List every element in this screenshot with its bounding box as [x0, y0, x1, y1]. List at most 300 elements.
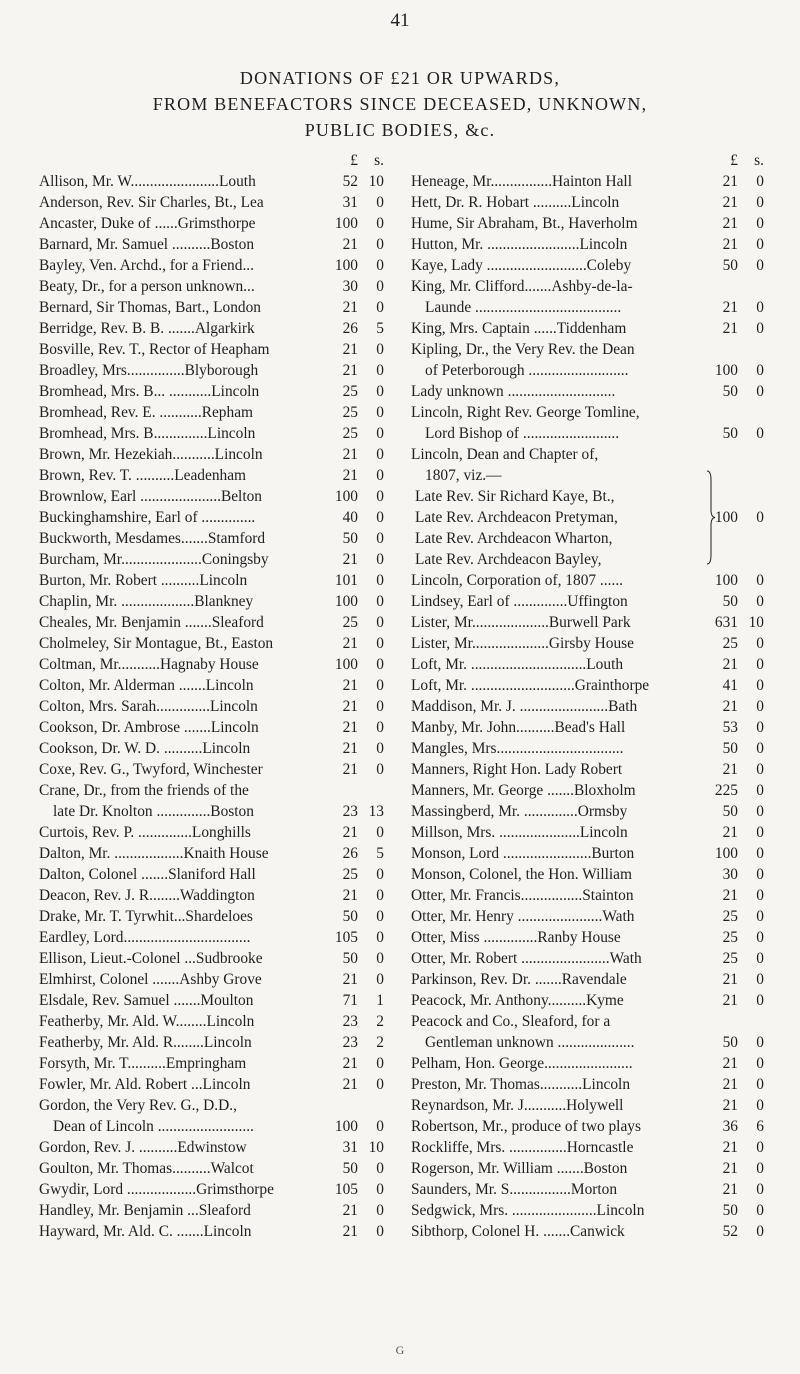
amount-pounds: 31 [342, 194, 358, 211]
donor-name: Lister, Mr....................Girsby House [411, 635, 634, 652]
donation-row [39, 528, 384, 549]
donation-row [411, 654, 764, 675]
donor-name: Massingberd, Mr. ..............Ormsby [411, 803, 628, 820]
donor-name: Burton, Mr. Robert ..........Lincoln [39, 572, 248, 589]
amount-shillings: 0 [756, 1160, 764, 1177]
amount-pounds: 23 [342, 1034, 358, 1051]
donor-name: Brown, Rev. T. ..........Leadenham [39, 467, 247, 484]
donor-name: Bromhead, Rev. E. ...........Repham [39, 404, 254, 421]
amount-shillings: 0 [376, 467, 384, 484]
donor-name: Hett, Dr. R. Hobart ..........Lincoln [411, 194, 620, 211]
currency-header [39, 150, 384, 171]
donor-name: Peacock and Co., Sleaford, for a [411, 1013, 611, 1030]
amount-shillings: 0 [376, 1160, 384, 1177]
amount-shillings: 0 [756, 1034, 764, 1051]
amount-pounds: 50 [722, 803, 738, 820]
donation-row [39, 1200, 384, 1221]
donor-name: Bromhead, Mrs. B..............Lincoln [39, 425, 256, 442]
donor-name: Crane, Dr., from the friends of the [39, 782, 249, 799]
amount-shillings: 0 [756, 1097, 764, 1114]
amount-pounds: 21 [722, 1055, 738, 1072]
amount-shillings: 10 [368, 173, 384, 190]
donor-name: Lincoln, Corporation of, 1807 ...... [411, 572, 624, 589]
amount-shillings: 0 [756, 824, 764, 841]
donation-row [39, 675, 384, 696]
group-line: Late Rev. Archdeacon Pretyman, [415, 509, 618, 526]
donation-row [411, 297, 764, 318]
amount-pounds: 25 [722, 635, 738, 652]
amount-pounds: 25 [722, 908, 738, 925]
donor-name: Gentleman unknown .................... [425, 1034, 635, 1051]
amount-pounds: 105 [334, 1181, 358, 1198]
amount-shillings: 0 [756, 908, 764, 925]
donor-name: Manners, Mr. George .......Bloxholm [411, 782, 636, 799]
amount-shillings: 0 [376, 929, 384, 946]
amount-shillings: 0 [756, 803, 764, 820]
donor-name: Brownlow, Earl .....................Belton [39, 488, 262, 505]
amount-shillings: 0 [376, 908, 384, 925]
amount-shillings: 0 [756, 425, 764, 442]
amount-shillings: 0 [756, 740, 764, 757]
shillings-header: s. [374, 152, 384, 169]
donation-row [39, 948, 384, 969]
donation-row [39, 1179, 384, 1200]
donor-name: Mangles, Mrs................................. [411, 740, 624, 757]
title-line-3: PUBLIC BODIES, &c. [304, 120, 496, 140]
donor-name: Pelham, Hon. George....................... [411, 1055, 633, 1072]
amount-pounds: 21 [722, 299, 738, 316]
donation-row [39, 990, 384, 1011]
amount-pounds: 21 [342, 635, 358, 652]
group-line: Late Rev. Sir Richard Kaye, Bt., [415, 488, 615, 505]
amount-shillings: 0 [756, 656, 764, 673]
amount-shillings: 13 [368, 803, 384, 820]
amount-shillings: 0 [756, 1055, 764, 1072]
amount-pounds: 50 [722, 425, 738, 442]
amount-shillings: 0 [376, 383, 384, 400]
amount-shillings: 10 [748, 614, 764, 631]
donation-row [39, 633, 384, 654]
donor-name: Kaye, Lady ..........................Coleby [411, 257, 632, 274]
donation-row [39, 444, 384, 465]
amount-shillings: 0 [376, 1076, 384, 1093]
amount-pounds: 100 [714, 362, 738, 379]
amount-shillings: 10 [368, 1139, 384, 1156]
amount-pounds: 21 [342, 551, 358, 568]
amount-pounds: 25 [722, 950, 738, 967]
donor-name: Robertson, Mr., produce of two plays [411, 1118, 641, 1135]
donation-row [39, 780, 384, 801]
donor-name: Peacock, Mr. Anthony..........Kyme [411, 992, 624, 1009]
amount-pounds: 100 [334, 215, 358, 232]
amount-shillings: 0 [376, 530, 384, 547]
donor-name: Gordon, the Very Rev. G., D.D., [39, 1097, 237, 1114]
donation-row [39, 591, 384, 612]
donation-row [411, 1074, 764, 1095]
amount-pounds: 21 [722, 215, 738, 232]
donation-row [39, 570, 384, 591]
donor-name: Barnard, Mr. Samuel ..........Boston [39, 236, 255, 253]
amount-shillings: 0 [376, 866, 384, 883]
donor-name: Fowler, Mr. Ald. Robert ...Lincoln [39, 1076, 251, 1093]
amount-pounds: 21 [342, 719, 358, 736]
amount-pounds: 100 [334, 593, 358, 610]
donation-row [39, 486, 384, 507]
amount-shillings: 0 [376, 215, 384, 232]
amount-pounds: 50 [342, 1160, 358, 1177]
donor-name: Otter, Mr. Robert .......................Wath [411, 950, 642, 967]
amount-shillings: 0 [756, 992, 764, 1009]
donation-row [39, 822, 384, 843]
amount-pounds: 21 [722, 887, 738, 904]
amount-pounds: 21 [342, 887, 358, 904]
donor-name: Cheales, Mr. Benjamin .......Sleaford [39, 614, 264, 631]
amount-pounds: 25 [342, 866, 358, 883]
amount-pounds: 50 [722, 740, 738, 757]
donation-row [411, 801, 764, 822]
donation-row [411, 339, 764, 360]
donor-name: Handley, Mr. Benjamin ...Sleaford [39, 1202, 251, 1219]
amount-pounds: 26 [342, 320, 358, 337]
amount-pounds: 21 [722, 1139, 738, 1156]
donation-row [39, 1221, 384, 1242]
donor-name: Sedgwick, Mrs. ......................Lincoln [411, 1202, 645, 1219]
amount-pounds: 21 [722, 824, 738, 841]
amount-pounds: 100 [714, 509, 738, 526]
donor-name: Reynardson, Mr. J...........Holywell [411, 1097, 624, 1114]
donor-name: Otter, Miss ..............Ranby House [411, 929, 621, 946]
amount-shillings: 0 [756, 761, 764, 778]
amount-pounds: 100 [334, 488, 358, 505]
donor-name: Rockliffe, Mrs. ...............Horncastle [411, 1139, 634, 1156]
donor-name: Bayley, Ven. Archd., for a Friend... [39, 257, 254, 274]
amount-pounds: 100 [334, 656, 358, 673]
group-line: 1807, viz.— [425, 467, 502, 484]
amount-shillings: 0 [376, 950, 384, 967]
amount-pounds: 50 [722, 257, 738, 274]
donation-row [411, 843, 764, 864]
donation-row [39, 1074, 384, 1095]
donor-name: Berridge, Rev. B. B. .......Algarkirk [39, 320, 255, 337]
donor-name: Hume, Sir Abraham, Bt., Haverholm [411, 215, 638, 232]
donation-row [39, 906, 384, 927]
group-line: Late Rev. Archdeacon Wharton, [415, 530, 613, 547]
donation-row [39, 1158, 384, 1179]
left-column [39, 150, 384, 1242]
amount-pounds: 21 [342, 677, 358, 694]
amount-shillings: 0 [376, 761, 384, 778]
donor-name: Cookson, Dr. W. D. ..........Lincoln [39, 740, 251, 757]
donation-row [411, 591, 764, 612]
donation-row [411, 1011, 764, 1032]
amount-pounds: 21 [722, 1076, 738, 1093]
donation-row [411, 318, 764, 339]
dean-and-chapter-group [411, 465, 764, 570]
donor-name: late Dr. Knolton ..............Boston [53, 803, 254, 820]
donation-row [39, 1032, 384, 1053]
amount-pounds: 52 [722, 1223, 738, 1240]
amount-shillings: 2 [376, 1013, 384, 1030]
donor-name: Ellison, Lieut.-Colonel ...Sudbrooke [39, 950, 263, 967]
donation-row [39, 234, 384, 255]
donor-name: Lindsey, Earl of ..............Uffington [411, 593, 628, 610]
donor-name: Bromhead, Mrs. B... ...........Lincoln [39, 383, 260, 400]
donor-name: Otter, Mr. Francis................Stainton [411, 887, 634, 904]
amount-pounds: 21 [722, 698, 738, 715]
donor-name: Manners, Right Hon. Lady Robert [411, 761, 623, 778]
donor-name: Featherby, Mr. Ald. W........Lincoln [39, 1013, 255, 1030]
donor-name: Buckinghamshire, Earl of .............. [39, 509, 256, 526]
amount-shillings: 0 [376, 446, 384, 463]
amount-shillings: 0 [376, 1202, 384, 1219]
donation-row [411, 822, 764, 843]
donor-name: Preston, Mr. Thomas...........Lincoln [411, 1076, 631, 1093]
donor-name: Bernard, Sir Thomas, Bart., London [39, 299, 261, 316]
donation-row [39, 969, 384, 990]
amount-pounds: 100 [334, 1118, 358, 1135]
donation-row [39, 318, 384, 339]
amount-pounds: 26 [342, 845, 358, 862]
donation-row [411, 1032, 764, 1053]
amount-pounds: 21 [342, 761, 358, 778]
donor-name: Monson, Lord .......................Burton [411, 845, 635, 862]
donor-name: Cholmeley, Sir Montague, Bt., Easton [39, 635, 274, 652]
amount-pounds: 21 [722, 236, 738, 253]
amount-shillings: 0 [756, 635, 764, 652]
donation-row [39, 1053, 384, 1074]
donor-name: Saunders, Mr. S................Morton [411, 1181, 618, 1198]
amount-shillings: 0 [756, 509, 764, 526]
donation-row [39, 612, 384, 633]
donor-name: Lincoln, Right Rev. George Tomline, [411, 404, 640, 421]
amount-shillings: 0 [376, 824, 384, 841]
donation-row [411, 990, 764, 1011]
amount-pounds: 225 [714, 782, 738, 799]
donation-row [411, 1158, 764, 1179]
amount-pounds: 21 [342, 824, 358, 841]
donation-row [39, 360, 384, 381]
amount-pounds: 21 [722, 992, 738, 1009]
donation-row [411, 360, 764, 381]
amount-shillings: 0 [376, 593, 384, 610]
donation-row [411, 255, 764, 276]
donation-row [411, 444, 764, 465]
group-line: Late Rev. Archdeacon Bayley, [415, 551, 602, 568]
amount-shillings: 0 [756, 593, 764, 610]
amount-shillings: 0 [376, 887, 384, 904]
amount-shillings: 2 [376, 1034, 384, 1051]
amount-pounds: 50 [342, 950, 358, 967]
title-line-1: DONATIONS OF £21 OR UPWARDS, [239, 68, 561, 88]
amount-pounds: 21 [722, 194, 738, 211]
donor-name: Colton, Mr. Alderman .......Lincoln [39, 677, 254, 694]
amount-shillings: 0 [376, 509, 384, 526]
amount-pounds: 25 [342, 614, 358, 631]
donation-row [411, 969, 764, 990]
amount-shillings: 0 [376, 425, 384, 442]
donation-row [411, 1095, 764, 1116]
amount-pounds: 21 [342, 740, 358, 757]
donation-row [39, 1011, 384, 1032]
shillings-header: s. [754, 152, 764, 169]
donor-name: Loft, Mr. ..............................Louth [411, 656, 624, 673]
amount-pounds: 40 [342, 509, 358, 526]
donor-name: Launde ...................................... [425, 299, 622, 316]
donation-row [39, 738, 384, 759]
donation-row [39, 885, 384, 906]
amount-shillings: 0 [376, 1055, 384, 1072]
donor-name: Allison, Mr. W.......................Louth [39, 173, 256, 190]
amount-shillings: 0 [376, 635, 384, 652]
signature-mark: G [395, 1343, 405, 1357]
donor-name: Lord Bishop of ......................... [425, 425, 620, 442]
amount-pounds: 31 [342, 1139, 358, 1156]
donor-name: King, Mrs. Captain ......Tiddenham [411, 320, 627, 337]
amount-shillings: 0 [376, 278, 384, 295]
donation-row [39, 654, 384, 675]
donation-row [411, 885, 764, 906]
amount-shillings: 0 [756, 257, 764, 274]
amount-shillings: 0 [376, 1181, 384, 1198]
donation-row [411, 675, 764, 696]
donation-row [39, 402, 384, 423]
donor-name: Gwydir, Lord ..................Grimsthorpe [39, 1181, 274, 1198]
donor-name: Goulton, Mr. Thomas..........Walcot [39, 1160, 254, 1177]
amount-pounds: 50 [722, 593, 738, 610]
donation-row [39, 192, 384, 213]
amount-pounds: 50 [722, 1034, 738, 1051]
donation-row [411, 717, 764, 738]
amount-pounds: 41 [722, 677, 738, 694]
donor-name: Chaplin, Mr. ...................Blankney [39, 593, 254, 610]
donation-row [411, 696, 764, 717]
amount-pounds: 21 [342, 299, 358, 316]
amount-shillings: 0 [756, 1076, 764, 1093]
amount-shillings: 0 [376, 614, 384, 631]
amount-pounds: 100 [714, 572, 738, 589]
amount-shillings: 0 [376, 656, 384, 673]
donor-name: Elsdale, Rev. Samuel .......Moulton [39, 992, 254, 1009]
donor-name: Drake, Mr. T. Tyrwhit...Shardeloes [39, 908, 253, 925]
donation-row [39, 339, 384, 360]
amount-pounds: 21 [342, 1202, 358, 1219]
amount-pounds: 50 [342, 530, 358, 547]
donor-name: Coltman, Mr...........Hagnaby House [39, 656, 259, 673]
right-column [411, 150, 764, 1242]
amount-shillings: 0 [756, 845, 764, 862]
amount-shillings: 0 [756, 719, 764, 736]
donation-row [411, 570, 764, 591]
donor-name: Colton, Mrs. Sarah..............Lincoln [39, 698, 258, 715]
amount-pounds: 53 [722, 719, 738, 736]
amount-shillings: 0 [756, 1139, 764, 1156]
pounds-header: £ [730, 152, 738, 169]
currency-header [411, 150, 764, 171]
amount-shillings: 0 [756, 887, 764, 904]
donation-row [411, 213, 764, 234]
donation-row [411, 612, 764, 633]
donation-row [39, 843, 384, 864]
amount-pounds: 21 [342, 341, 358, 358]
amount-shillings: 5 [376, 845, 384, 862]
donor-name: Dean of Lincoln ......................... [53, 1118, 254, 1135]
donation-row [411, 633, 764, 654]
donation-row [411, 276, 764, 297]
donor-name: Featherby, Mr. Ald. R........Lincoln [39, 1034, 252, 1051]
amount-pounds: 50 [342, 908, 358, 925]
donor-name: Eardley, Lord................................. [39, 929, 251, 946]
donor-name: Broadley, Mrs...............Blyborough [39, 362, 259, 379]
amount-shillings: 0 [376, 698, 384, 715]
amount-shillings: 0 [376, 971, 384, 988]
donor-name: Elmhirst, Colonel .......Ashby Grove [39, 971, 262, 988]
donor-name: Coxe, Rev. G., Twyford, Winchester [39, 761, 263, 778]
donation-row [411, 423, 764, 444]
donation-row [411, 780, 764, 801]
donation-row [411, 402, 764, 423]
amount-shillings: 0 [756, 866, 764, 883]
amount-shillings: 0 [756, 971, 764, 988]
donor-name: Burcham, Mr.....................Coningsby [39, 551, 269, 568]
donor-name: Loft, Mr. ...........................Grainthorpe [411, 677, 650, 694]
amount-shillings: 0 [376, 551, 384, 568]
donation-row [39, 423, 384, 444]
donation-row [39, 507, 384, 528]
amount-pounds: 105 [334, 929, 358, 946]
amount-pounds: 71 [342, 992, 358, 1009]
donor-name: Maddison, Mr. J. .......................Bath [411, 698, 638, 715]
amount-shillings: 0 [376, 488, 384, 505]
amount-shillings: 6 [756, 1118, 764, 1135]
donation-row [411, 1221, 764, 1242]
donation-row [39, 255, 384, 276]
amount-pounds: 21 [722, 1097, 738, 1114]
amount-shillings: 0 [756, 320, 764, 337]
amount-pounds: 36 [722, 1118, 738, 1135]
donor-name: Otter, Mr. Henry ......................Wath [411, 908, 635, 925]
amount-shillings: 1 [376, 992, 384, 1009]
donor-name: Dalton, Colonel .......Slaniford Hall [39, 866, 256, 883]
amount-shillings: 0 [376, 362, 384, 379]
donation-row [39, 1116, 384, 1137]
amount-pounds: 21 [342, 362, 358, 379]
donation-row [39, 927, 384, 948]
amount-shillings: 0 [376, 257, 384, 274]
amount-pounds: 21 [342, 236, 358, 253]
donation-row [39, 213, 384, 234]
donation-row [411, 948, 764, 969]
donor-name: Anderson, Rev. Sir Charles, Bt., Lea [39, 194, 264, 211]
donor-name: Lady unknown ............................ [411, 383, 616, 400]
amount-pounds: 21 [342, 467, 358, 484]
donation-row [411, 1053, 764, 1074]
amount-pounds: 30 [342, 278, 358, 295]
amount-pounds: 21 [722, 656, 738, 673]
amount-shillings: 0 [756, 1202, 764, 1219]
donation-row [39, 864, 384, 885]
donor-name: Brown, Mr. Hezekiah...........Lincoln [39, 446, 263, 463]
amount-pounds: 21 [722, 971, 738, 988]
donor-name: Beaty, Dr., for a person unknown... [39, 278, 255, 295]
donation-row [39, 759, 384, 780]
amount-pounds: 30 [722, 866, 738, 883]
donation-row [411, 192, 764, 213]
amount-shillings: 0 [756, 950, 764, 967]
donor-name: Cookson, Dr. Ambrose .......Lincoln [39, 719, 259, 736]
donor-name: Forsyth, Mr. T..........Empringham [39, 1055, 247, 1072]
amount-pounds: 21 [342, 971, 358, 988]
amount-pounds: 21 [342, 1223, 358, 1240]
